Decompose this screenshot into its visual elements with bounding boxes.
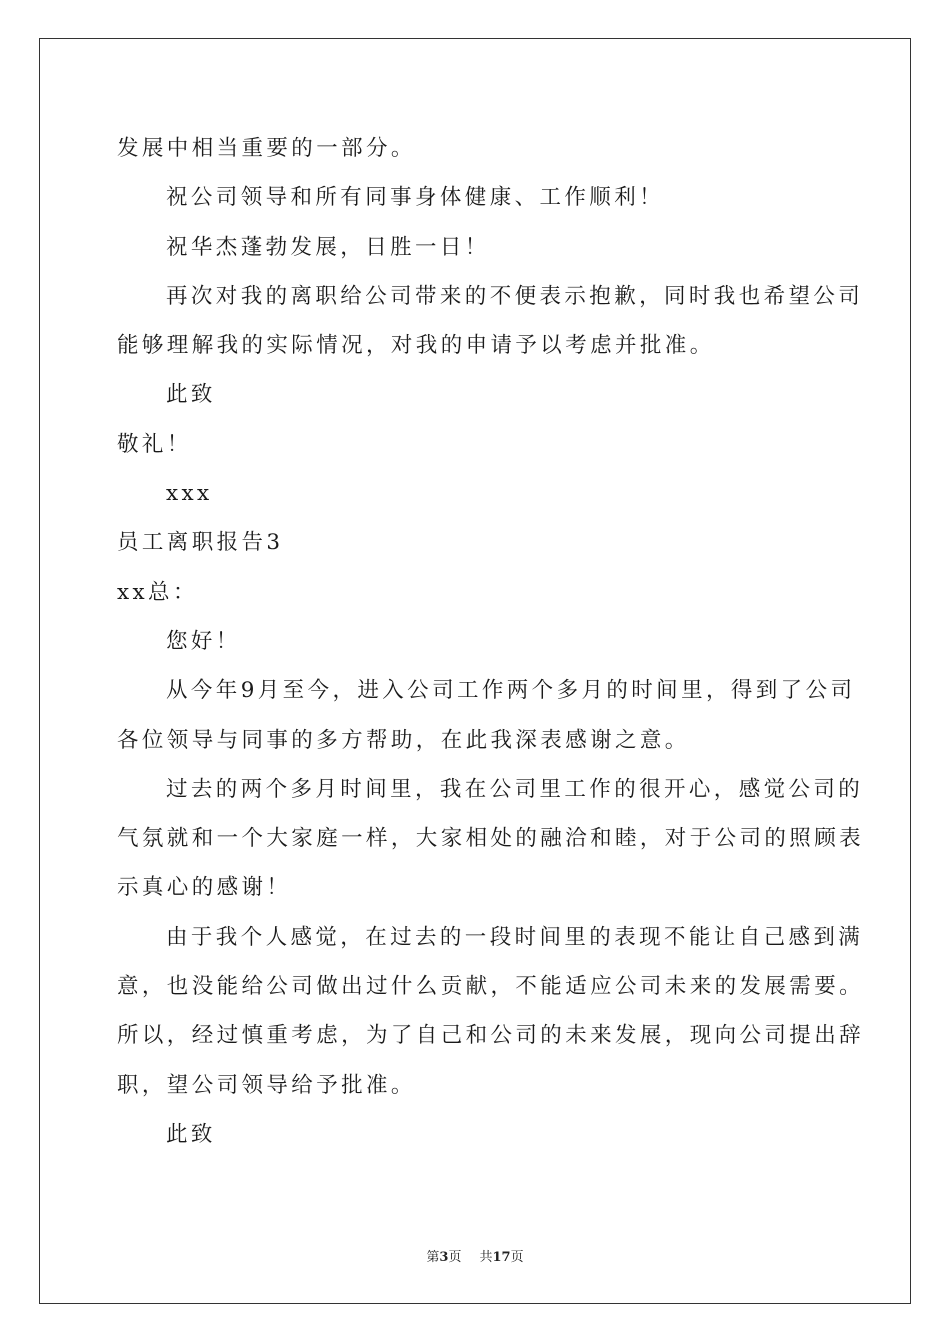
total-pages: 17	[492, 1250, 511, 1265]
greeting: 您好！	[166, 628, 241, 654]
paragraph-line: 过去的两个多月时间里，我在公司里工作的很开心，感觉公司的	[166, 776, 864, 802]
addressee: xx总：	[117, 579, 198, 605]
page-prefix: 第	[426, 1250, 440, 1265]
paragraph-line: 气氛就和一个大家庭一样，大家相处的融洽和睦，对于公司的照顾表	[117, 826, 865, 852]
paragraph-line: 祝华杰蓬勃发展，日胜一日！	[166, 234, 490, 260]
paragraph-line: 由于我个人感觉，在过去的一段时间里的表现不能让自己感到满	[166, 924, 864, 950]
page-number: 3	[439, 1250, 449, 1265]
closing-salutation: 此致	[166, 382, 216, 408]
paragraph-line: 职，望公司领导给予批准。	[117, 1072, 416, 1098]
paragraph-line: 意，也没能给公司做出过什么贡献，不能适应公司未来的发展需要。	[117, 974, 865, 1000]
total-prefix: 共	[479, 1250, 493, 1265]
page-suffix: 页	[448, 1250, 462, 1265]
paragraph-line: 从今年9月至今，进入公司工作两个多月的时间里，得到了公司	[166, 678, 856, 704]
closing-regards: 敬礼！	[117, 431, 192, 457]
paragraph-line: 各位领导与同事的多方帮助，在此我深表感谢之意。	[117, 727, 690, 753]
paragraph-line: 发展中相当重要的一部分。	[117, 136, 416, 161]
paragraph-line: 再次对我的离职给公司带来的不便表示抱歉，同时我也希望公司	[166, 283, 864, 309]
paragraph-line: 祝公司领导和所有同事身体健康、工作顺利！	[166, 185, 665, 211]
closing-salutation: 此致	[166, 1121, 216, 1147]
paragraph-line: 能够理解我的实际情况，对我的申请予以考虑并批准。	[117, 333, 715, 359]
signature: xxx	[166, 481, 213, 507]
section-title: 员工离职报告3	[117, 530, 284, 556]
paragraph-line: 示真心的感谢！	[117, 875, 292, 901]
document-body	[117, 124, 865, 1159]
paragraph-line: 所以，经过慎重考虑，为了自己和公司的未来发展，现向公司提出辞	[117, 1023, 865, 1049]
total-suffix: 页	[510, 1250, 524, 1265]
page-footer	[0, 1246, 950, 1265]
